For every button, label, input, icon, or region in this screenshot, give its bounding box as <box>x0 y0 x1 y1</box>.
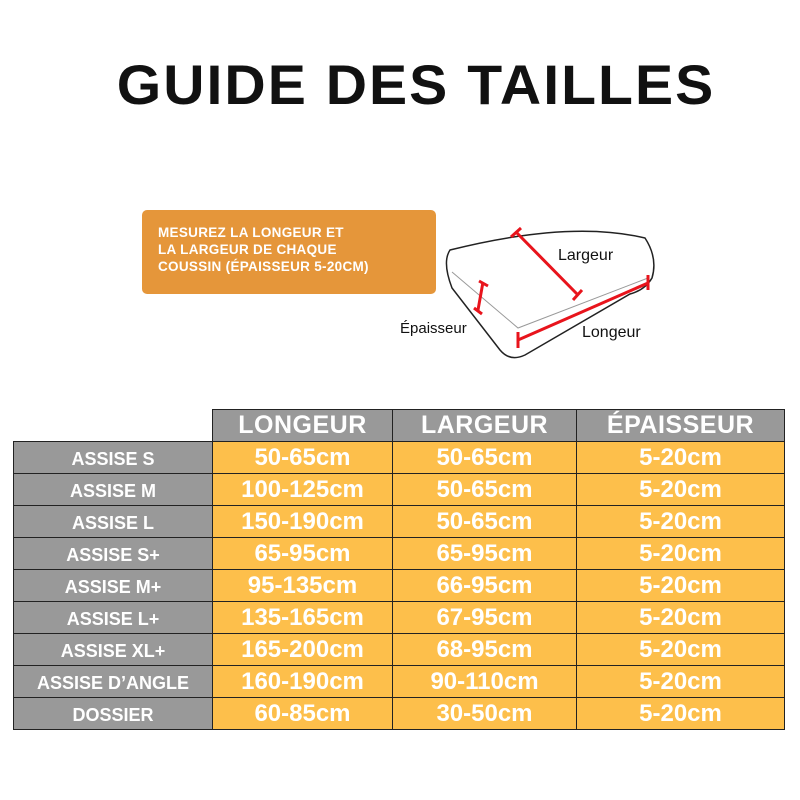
instruction-line: COUSSIN (ÉPAISSEUR 5-20CM) <box>158 259 369 274</box>
instruction-line: LA LARGEUR DE CHAQUE <box>158 242 337 257</box>
table-row <box>14 474 785 506</box>
size-value: 100-125cm <box>213 474 393 506</box>
size-value: 50-65cm <box>393 506 577 538</box>
row-label: ASSISE M <box>14 474 213 506</box>
size-value: 5-20cm <box>577 666 785 698</box>
corner-cell <box>14 410 213 442</box>
table-row <box>14 506 785 538</box>
size-value: 135-165cm <box>213 602 393 634</box>
row-label: ASSISE L <box>14 506 213 538</box>
size-value: 60-85cm <box>213 698 393 730</box>
size-value: 65-95cm <box>213 538 393 570</box>
table-row <box>14 634 785 666</box>
size-table <box>13 409 785 730</box>
size-value: 65-95cm <box>393 538 577 570</box>
epaisseur-label: Épaisseur <box>400 320 467 337</box>
table-row <box>14 570 785 602</box>
size-value: 5-20cm <box>577 602 785 634</box>
row-label: ASSISE S <box>14 442 213 474</box>
size-value: 50-65cm <box>213 442 393 474</box>
size-value: 150-190cm <box>213 506 393 538</box>
row-label: ASSISE L+ <box>14 602 213 634</box>
row-label: ASSISE XL+ <box>14 634 213 666</box>
size-value: 50-65cm <box>393 474 577 506</box>
size-value: 5-20cm <box>577 698 785 730</box>
header-largeur: LARGEUR <box>393 410 577 442</box>
largeur-label: Largeur <box>558 247 614 264</box>
size-value: 67-95cm <box>393 602 577 634</box>
header-longeur: LONGEUR <box>213 410 393 442</box>
row-label: ASSISE M+ <box>14 570 213 602</box>
size-value: 165-200cm <box>213 634 393 666</box>
header-epaisseur: ÉPAISSEUR <box>577 410 785 442</box>
table-row <box>14 698 785 730</box>
size-value: 66-95cm <box>393 570 577 602</box>
instruction-line: MESUREZ LA LONGEUR ET <box>158 225 344 240</box>
size-value: 30-50cm <box>393 698 577 730</box>
size-value: 50-65cm <box>393 442 577 474</box>
size-value: 5-20cm <box>577 442 785 474</box>
page-title: GUIDE DES TAILLES <box>116 53 716 116</box>
size-value: 5-20cm <box>577 506 785 538</box>
table-row <box>14 666 785 698</box>
size-value: 5-20cm <box>577 634 785 666</box>
table-row <box>14 442 785 474</box>
row-label: ASSISE S+ <box>14 538 213 570</box>
row-label: ASSISE D’ANGLE <box>14 666 213 698</box>
row-label: DOSSIER <box>14 698 213 730</box>
table-row <box>14 538 785 570</box>
cushion-diagram <box>390 210 680 370</box>
size-value: 5-20cm <box>577 570 785 602</box>
size-value: 95-135cm <box>213 570 393 602</box>
table-row <box>14 602 785 634</box>
size-value: 90-110cm <box>393 666 577 698</box>
size-value: 5-20cm <box>577 538 785 570</box>
size-value: 5-20cm <box>577 474 785 506</box>
longeur-label: Longeur <box>582 324 641 341</box>
size-value: 160-190cm <box>213 666 393 698</box>
size-value: 68-95cm <box>393 634 577 666</box>
